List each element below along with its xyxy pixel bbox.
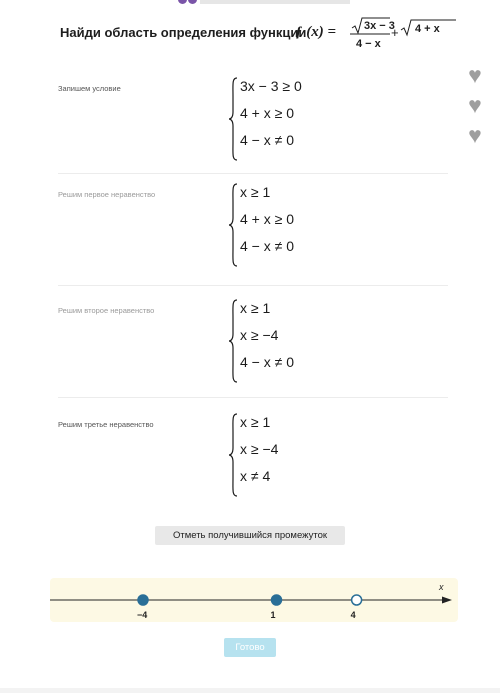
axis-label: x (439, 582, 444, 592)
lives (462, 60, 488, 150)
done-button[interactable]: Готово (224, 638, 276, 657)
task-title (60, 16, 500, 56)
system-line: x ≥ −4 (240, 441, 279, 457)
denominator: 4 − x (356, 38, 381, 50)
numerator: 3x − 3 (364, 20, 395, 32)
point-1[interactable] (272, 595, 282, 605)
system-line: 4 − x ≠ 0 (240, 132, 294, 148)
arrow-icon (442, 597, 452, 604)
system-line: 4 + x ≥ 0 (240, 105, 294, 121)
divider (58, 285, 448, 286)
system-line: 4 + x ≥ 0 (240, 211, 294, 227)
point-0[interactable] (138, 595, 148, 605)
heart-icon: ♥ (468, 62, 482, 88)
radicand: 4 + x (415, 23, 440, 35)
system-line: x ≠ 4 (240, 468, 271, 484)
divider (58, 397, 448, 398)
plus-sign: + (391, 25, 399, 40)
system-line: x ≥ 1 (240, 184, 271, 200)
system-line: x ≥ −4 (240, 327, 279, 343)
inequality-system (228, 412, 338, 498)
system-line: 4 − x ≠ 0 (240, 238, 294, 254)
step-label: Решим первое неравенство (58, 190, 156, 199)
system-line: 3x − 3 ≥ 0 (240, 78, 302, 94)
heart-icon: ♥ (468, 122, 482, 148)
point-label: −4 (137, 610, 148, 620)
system-line: x ≥ 1 (240, 300, 271, 316)
question-text: Найди область определения функции (60, 25, 307, 40)
step-label: Запишем условие (58, 84, 121, 93)
point-2[interactable] (352, 595, 362, 605)
mark-interval-button[interactable]: Отметь получившийся промежуток (155, 526, 345, 545)
system-line: x ≥ 1 (240, 414, 271, 430)
fraction-sqrt (350, 16, 395, 52)
number-line[interactable] (50, 578, 458, 622)
heart-icon: ♥ (468, 92, 482, 118)
step-label: Решим второе неравенство (58, 306, 155, 315)
inequality-system (228, 298, 338, 384)
bottom-bar (0, 688, 500, 693)
step-label: Решим третье неравенство (58, 420, 154, 429)
inequality-system (228, 76, 338, 162)
point-label: 1 (270, 610, 276, 620)
inequality-system (228, 182, 338, 268)
function-name: ƒ (x) = (295, 24, 337, 40)
system-line: 4 − x ≠ 0 (240, 354, 294, 370)
avatar-dots (178, 0, 198, 5)
second-sqrt (400, 18, 460, 40)
top-progress (0, 0, 500, 6)
divider (58, 173, 448, 174)
point-label: 4 (350, 610, 356, 620)
